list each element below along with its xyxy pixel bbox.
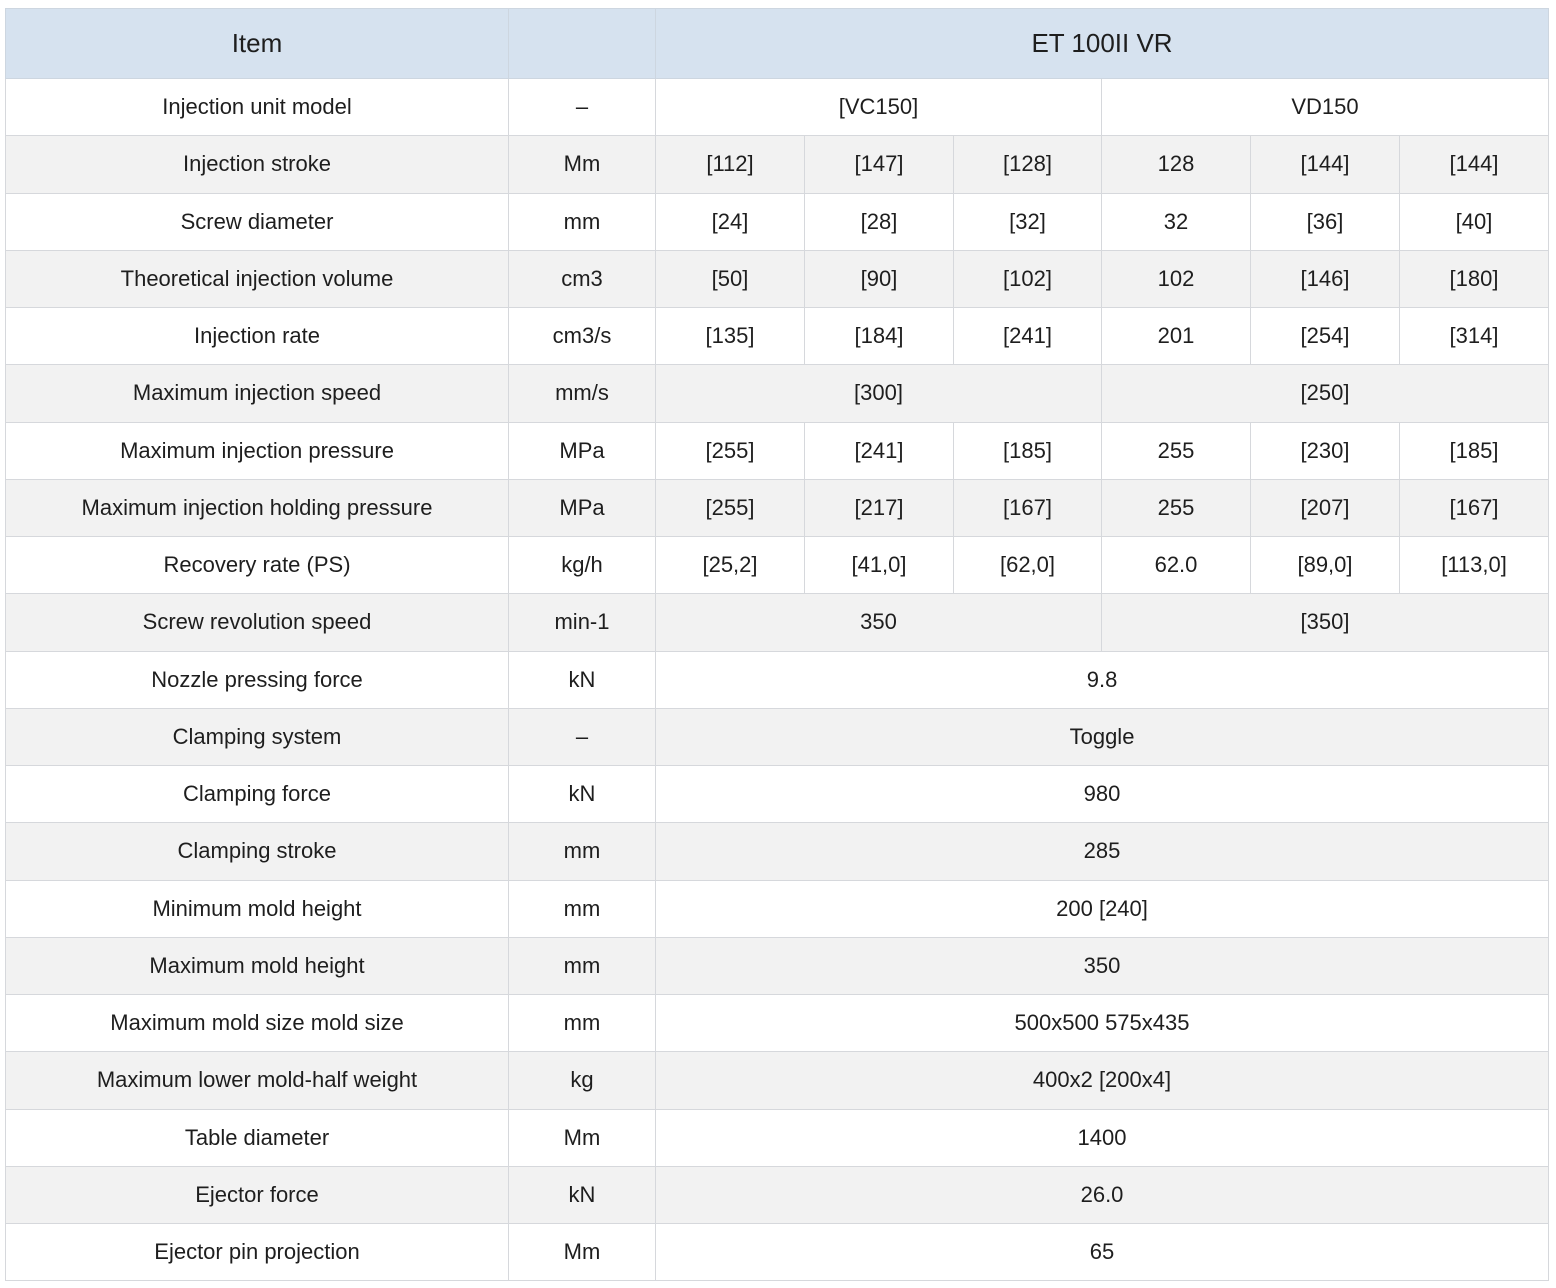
value-cell: [89,0] (1251, 537, 1400, 594)
value-cell: VD150 (1102, 79, 1549, 136)
value-cell: [207] (1251, 479, 1400, 536)
value-cell: [167] (1400, 479, 1549, 536)
row-unit: MPa (509, 479, 656, 536)
header-unit-cell (509, 9, 656, 79)
row-label: Screw revolution speed (6, 594, 509, 651)
row-unit: – (509, 79, 656, 136)
value-cell: 32 (1102, 193, 1251, 250)
row-label: Maximum lower mold-half weight (6, 1052, 509, 1109)
row-unit: cm3 (509, 250, 656, 307)
value-cell: [350] (1102, 594, 1549, 651)
row-label: Minimum mold height (6, 880, 509, 937)
value-cell: [241] (954, 308, 1102, 365)
value-cell: [144] (1400, 136, 1549, 193)
value-cell: [28] (805, 193, 954, 250)
row-unit: min-1 (509, 594, 656, 651)
row-unit: MPa (509, 422, 656, 479)
value-cell: [255] (656, 479, 805, 536)
row-label: Table diameter (6, 1109, 509, 1166)
table-row (6, 1166, 1549, 1223)
value-cell: [40] (1400, 193, 1549, 250)
value-cell: 9.8 (656, 651, 1549, 708)
value-cell: [147] (805, 136, 954, 193)
row-label: Clamping system (6, 708, 509, 765)
table-row (6, 937, 1549, 994)
row-unit: mm (509, 193, 656, 250)
value-cell: [217] (805, 479, 954, 536)
value-cell: [32] (954, 193, 1102, 250)
row-unit: Mm (509, 136, 656, 193)
table-row (6, 365, 1549, 422)
row-label: Screw diameter (6, 193, 509, 250)
value-cell: 102 (1102, 250, 1251, 307)
value-cell: 400x2 [200x4] (656, 1052, 1549, 1109)
row-unit: kN (509, 651, 656, 708)
row-unit: mm (509, 937, 656, 994)
row-unit: mm (509, 995, 656, 1052)
row-label: Injection unit model (6, 79, 509, 136)
value-cell: 980 (656, 766, 1549, 823)
row-unit: kg/h (509, 537, 656, 594)
table-row (6, 193, 1549, 250)
spec-table (5, 8, 1549, 1281)
value-cell: [167] (954, 479, 1102, 536)
value-cell: [250] (1102, 365, 1549, 422)
value-cell: [135] (656, 308, 805, 365)
value-cell: [128] (954, 136, 1102, 193)
value-cell: [36] (1251, 193, 1400, 250)
table-row (6, 136, 1549, 193)
value-cell: [VC150] (656, 79, 1102, 136)
value-cell: 1400 (656, 1109, 1549, 1166)
table-row (6, 594, 1549, 651)
row-unit: cm3/s (509, 308, 656, 365)
row-unit: Mm (509, 1224, 656, 1281)
value-cell: [90] (805, 250, 954, 307)
table-row (6, 1052, 1549, 1109)
value-cell: 128 (1102, 136, 1251, 193)
value-cell: [102] (954, 250, 1102, 307)
row-label: Maximum injection holding pressure (6, 479, 509, 536)
row-unit: Mm (509, 1109, 656, 1166)
value-cell: 26.0 (656, 1166, 1549, 1223)
table-row (6, 1109, 1549, 1166)
value-cell: [24] (656, 193, 805, 250)
row-unit: kg (509, 1052, 656, 1109)
value-cell: [50] (656, 250, 805, 307)
row-label: Nozzle pressing force (6, 651, 509, 708)
value-cell: [146] (1251, 250, 1400, 307)
value-cell: 350 (656, 937, 1549, 994)
row-label: Maximum mold height (6, 937, 509, 994)
table-row (6, 880, 1549, 937)
value-cell: [112] (656, 136, 805, 193)
value-cell: [254] (1251, 308, 1400, 365)
row-label: Clamping force (6, 766, 509, 823)
value-cell: 350 (656, 594, 1102, 651)
header-model-cell: ET 100II VR (656, 9, 1549, 79)
row-label: Recovery rate (PS) (6, 537, 509, 594)
value-cell: [41,0] (805, 537, 954, 594)
row-label: Maximum injection pressure (6, 422, 509, 479)
table-row (6, 651, 1549, 708)
row-unit: kN (509, 1166, 656, 1223)
value-cell: 201 (1102, 308, 1251, 365)
table-row (6, 422, 1549, 479)
header-row (6, 9, 1549, 79)
row-unit: mm (509, 823, 656, 880)
value-cell: [62,0] (954, 537, 1102, 594)
value-cell: [241] (805, 422, 954, 479)
value-cell: [185] (1400, 422, 1549, 479)
row-unit: mm/s (509, 365, 656, 422)
row-unit: mm (509, 880, 656, 937)
value-cell: [25,2] (656, 537, 805, 594)
table-row (6, 766, 1549, 823)
table-row (6, 537, 1549, 594)
value-cell: [230] (1251, 422, 1400, 479)
table-row (6, 308, 1549, 365)
row-label: Maximum mold size mold size (6, 995, 509, 1052)
value-cell: 285 (656, 823, 1549, 880)
table-row (6, 1224, 1549, 1281)
row-label: Maximum injection speed (6, 365, 509, 422)
row-unit: kN (509, 766, 656, 823)
table-row (6, 79, 1549, 136)
value-cell: 500x500 575x435 (656, 995, 1549, 1052)
header-item-cell: Item (6, 9, 509, 79)
row-label: Ejector force (6, 1166, 509, 1223)
row-label: Ejector pin projection (6, 1224, 509, 1281)
row-label: Clamping stroke (6, 823, 509, 880)
row-unit: – (509, 708, 656, 765)
value-cell: 200 [240] (656, 880, 1549, 937)
value-cell: [184] (805, 308, 954, 365)
value-cell: Toggle (656, 708, 1549, 765)
value-cell: [255] (656, 422, 805, 479)
spec-table-body (6, 9, 1549, 1281)
row-label: Injection stroke (6, 136, 509, 193)
value-cell: [180] (1400, 250, 1549, 307)
value-cell: [144] (1251, 136, 1400, 193)
row-label: Injection rate (6, 308, 509, 365)
value-cell: [185] (954, 422, 1102, 479)
value-cell: 62.0 (1102, 537, 1251, 594)
value-cell: [300] (656, 365, 1102, 422)
table-row (6, 995, 1549, 1052)
value-cell: 65 (656, 1224, 1549, 1281)
value-cell: [314] (1400, 308, 1549, 365)
value-cell: 255 (1102, 422, 1251, 479)
table-row (6, 708, 1549, 765)
row-label: Theoretical injection volume (6, 250, 509, 307)
table-row (6, 250, 1549, 307)
table-row (6, 479, 1549, 536)
value-cell: 255 (1102, 479, 1251, 536)
value-cell: [113,0] (1400, 537, 1549, 594)
table-row (6, 823, 1549, 880)
